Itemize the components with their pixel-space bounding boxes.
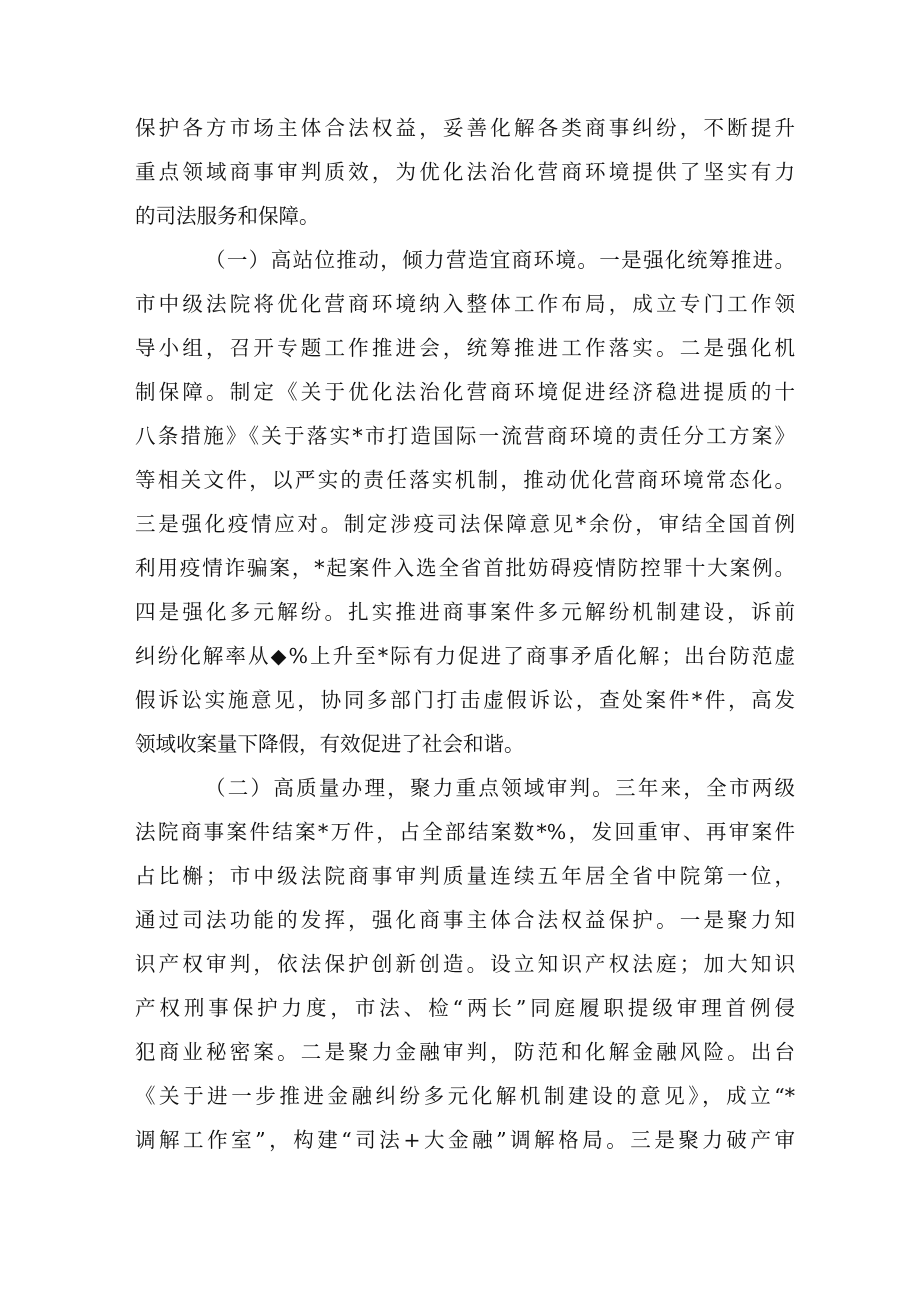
body-text-line: 纠纷化解率从◆%上升至*际有力促进了商事矛盾化解；出台防范虚 (135, 644, 795, 668)
body-text-line: 《关于进一步推进金融纠纷多元化解机制建设的意见》，成立“* (135, 1084, 795, 1108)
body-text-line: 市中级法院将优化营商环境纳入整体工作布局，成立专门工作领 (135, 292, 795, 316)
body-text-line: 法院商事案件结案*万件，占全部结案数*%，发回重审、再审案件 (135, 820, 795, 844)
body-text-line: 导小组，召开专题工作推进会，统筹推进工作落实。二是强化机 (135, 336, 795, 360)
body-text-line: 四是强化多元解纷。扎实推进商事案件多元解纷机制建设，诉前 (135, 600, 795, 624)
body-text-line: 等相关文件，以严实的责任落实机制，推动优化营商环境常态化。 (135, 468, 795, 492)
body-text-line: 领域收案量下降假，有效促进了社会和谐。 (135, 732, 525, 756)
body-text-line: 利用疫情诈骗案，*起案件入选全省首批妨碍疫情防控罪十大案例。 (135, 556, 795, 580)
body-text-line: 三是强化疫情应对。制定涉疫司法保障意见*余份，审结全国首例 (135, 512, 795, 536)
body-text-line: 调解工作室”，构建“司法+大金融”调解格局。三是聚力破产审 (135, 1128, 795, 1152)
body-text-line: 的司法服务和保障。 (135, 204, 320, 228)
body-text-line: 通过司法功能的发挥，强化商事主体合法权益保护。一是聚力知 (135, 908, 795, 932)
body-text-line: 制保障。制定《关于优化法治化营商环境促进经济稳进提质的十 (135, 380, 795, 404)
section-heading-line: （一）高站位推动，倾力营造宜商环境。一是强化统筹推进。 (205, 248, 795, 272)
body-text-line: 犯商业秘密案。二是聚力金融审判，防范和化解金融风险。出台 (135, 1040, 795, 1064)
body-text-line: 八条措施》《关于落实*市打造国际一流营商环境的责任分工方案》 (135, 424, 795, 448)
body-text-line: 识产权审判，依法保护创新创造。设立知识产权法庭；加大知识 (135, 952, 795, 976)
section-heading-line: （二）高质量办理，聚力重点领域审判。三年来，全市两级 (205, 776, 795, 800)
body-text-line: 产权刑事保护力度，市法、检“两长”同庭履职提级审理首例侵 (135, 996, 795, 1020)
body-text-line: 重点领域商事审判质效，为优化法治化营商环境提供了坚实有力 (135, 160, 795, 184)
body-text-line: 保护各方市场主体合法权益，妥善化解各类商事纠纷，不断提升 (135, 116, 795, 140)
body-text-line: 占比槲；市中级法院商事审判质量连续五年居全省中院第一位， (135, 864, 795, 888)
body-text-line: 假诉讼实施意见，协同多部门打击虚假诉讼，查处案件*件，高发 (135, 688, 795, 712)
